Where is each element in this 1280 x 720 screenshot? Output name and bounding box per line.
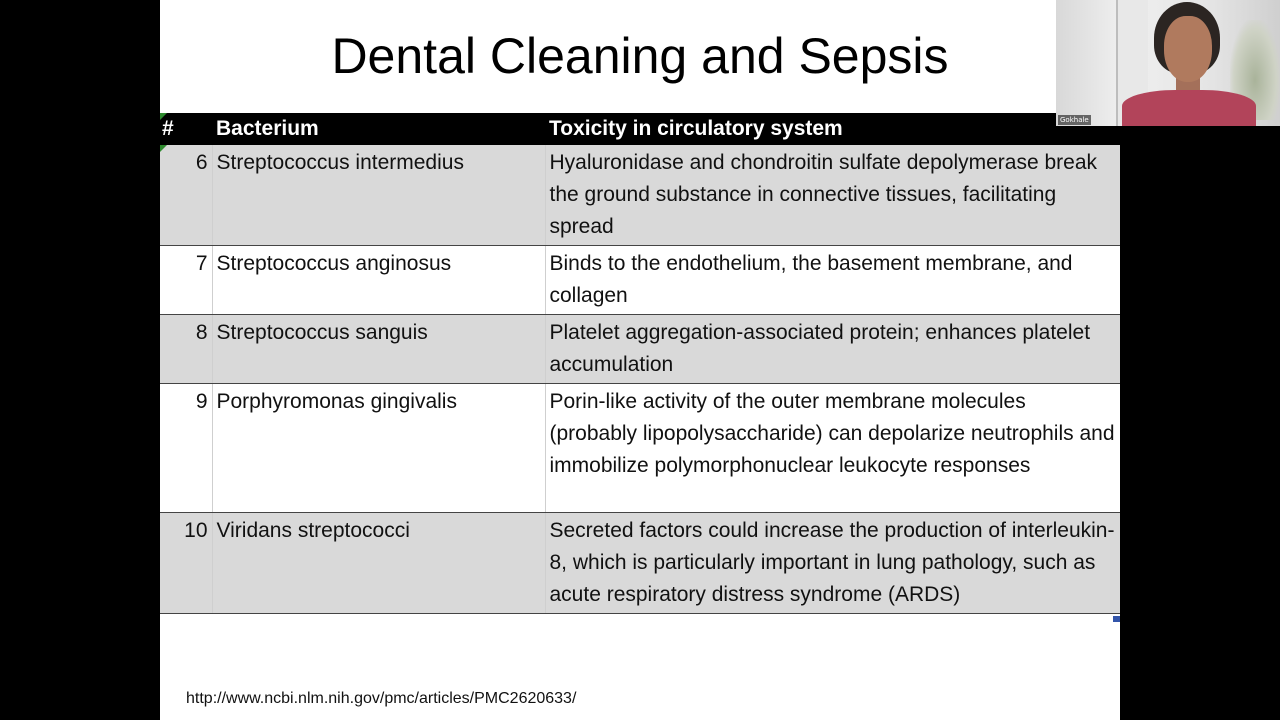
bacteria-table bbox=[160, 113, 1120, 614]
cell-indicator-icon bbox=[160, 113, 167, 120]
table-header-row bbox=[160, 113, 1120, 145]
participant-avatar bbox=[1126, 0, 1266, 126]
toxicity-description: Platelet aggregation-associated protein; enhances platelet accumulation bbox=[545, 315, 1120, 384]
row-number: 6 bbox=[160, 145, 212, 246]
table-row bbox=[160, 384, 1120, 513]
participant-body bbox=[1122, 90, 1256, 126]
bacteria-table-container bbox=[160, 113, 1120, 614]
bacterium-name: Streptococcus sanguis bbox=[212, 315, 545, 384]
toxicity-description: Hyaluronidase and chondroitin sulfate depolymerase break the ground substance in connective tissues, facilitating spread bbox=[545, 145, 1120, 246]
participant-video-tile[interactable] bbox=[1056, 0, 1280, 126]
header-toxicity: Toxicity in circulatory system bbox=[545, 113, 1120, 145]
table-resize-handle[interactable] bbox=[1113, 616, 1120, 622]
header-number: # bbox=[160, 113, 212, 145]
toxicity-description: Secreted factors could increase the production of interleukin-8, which is particularly important in lung pathology, such as acute respiratory distress syndrome (ARDS) bbox=[545, 513, 1120, 614]
bacterium-name: Porphyromonas gingivalis bbox=[212, 384, 545, 513]
row-number: 7 bbox=[160, 246, 212, 315]
table-row bbox=[160, 513, 1120, 614]
bacterium-name: Streptococcus anginosus bbox=[212, 246, 545, 315]
table-row bbox=[160, 315, 1120, 384]
row-number: 9 bbox=[160, 384, 212, 513]
bacterium-name: Streptococcus intermedius bbox=[212, 145, 545, 246]
table-row bbox=[160, 246, 1120, 315]
row-number: 8 bbox=[160, 315, 212, 384]
header-bacterium: Bacterium bbox=[212, 113, 545, 145]
source-url: http://www.ncbi.nlm.nih.gov/pmc/articles/PMC2620633/ bbox=[186, 690, 577, 707]
slide-title: Dental Cleaning and Sepsis bbox=[331, 28, 949, 84]
bacterium-name: Viridans streptococci bbox=[212, 513, 545, 614]
table-row bbox=[160, 145, 1120, 246]
participant-face bbox=[1164, 16, 1212, 82]
toxicity-description: Porin-like activity of the outer membrane molecules (probably lipopolysaccharide) can depolarize neutrophils and immobilize polymorphonuclear leukocyte responses bbox=[545, 384, 1120, 513]
row-number: 10 bbox=[160, 513, 212, 614]
presentation-slide bbox=[160, 0, 1120, 720]
cell-indicator-icon bbox=[160, 145, 167, 152]
participant-name-tag: Gokhale bbox=[1060, 116, 1089, 124]
toxicity-description: Binds to the endothelium, the basement membrane, and collagen bbox=[545, 246, 1120, 315]
